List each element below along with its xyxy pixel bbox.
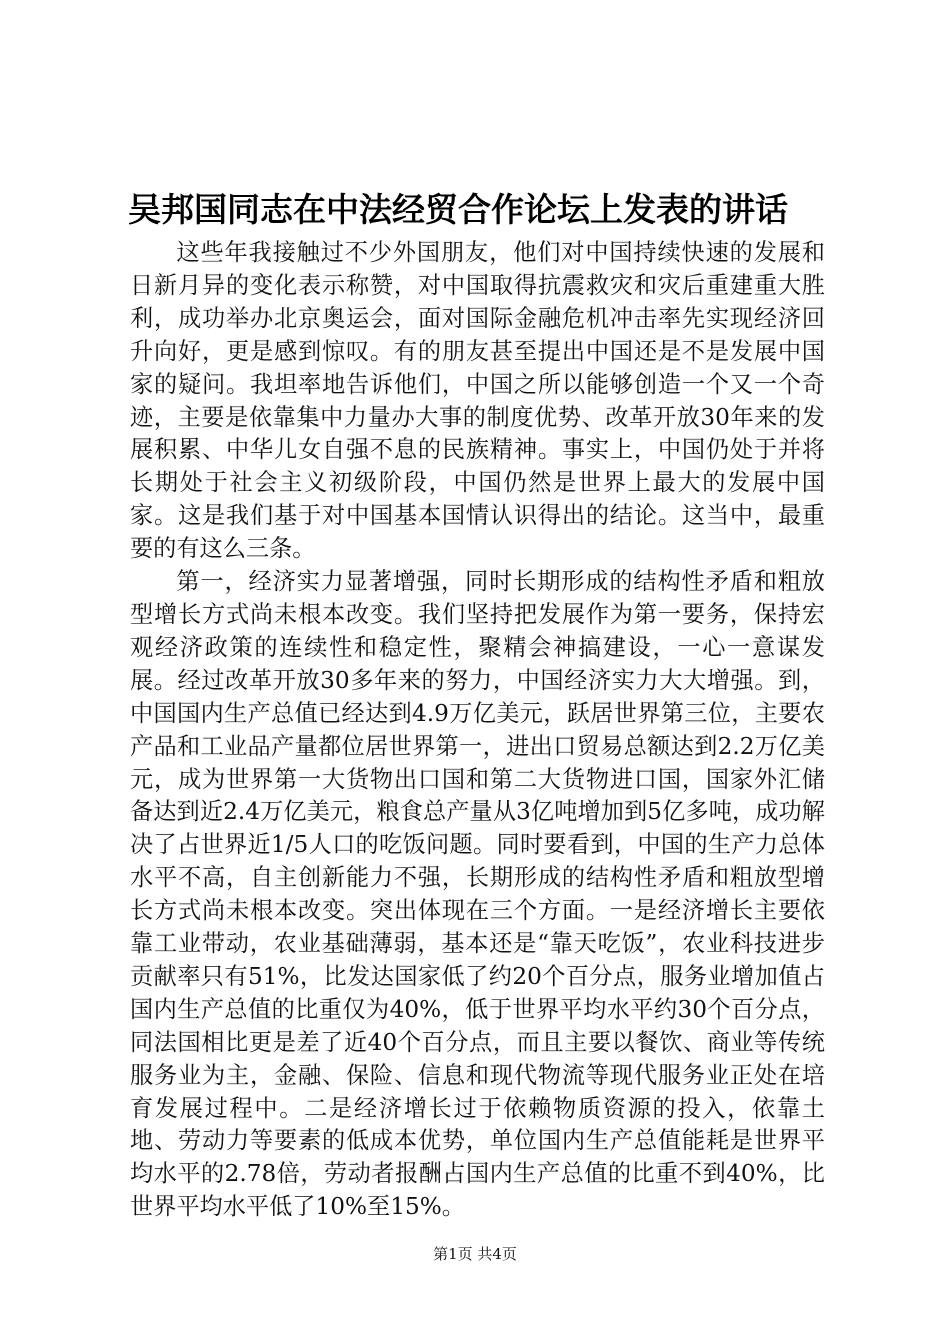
- page-number-footer: 第1页 共4页: [433, 1245, 517, 1263]
- document-title: 吴邦国同志在中法经贸合作论坛上发表的讲话: [128, 190, 788, 229]
- document-body: [130, 237, 825, 1224]
- paragraph-2: 第一，经济实力显著增强，同时长期形成的结构性矛盾和粗放型增长方式尚未根本改变。我们坚持把发展作为第一要务，保持宏观经济政策的连续性和稳定性，聚精会神搞建设，一心一意谋发展。经过改革开放30多年来的努力，中国经济实力大大增强。到，中国国内生产总值已经达到4.9万亿美元，跃居世界第三位，主要农产品和工业品产量都位居世界第一，进出口贸易总额达到2.2万亿美元，成为世界第一大货物出口国和第二大货物进口国，国家外汇储备达到近2.4万亿美元，粮食总产量从3亿吨增加到5亿多吨，成功解决了占世界近1/5人口的吃饭问题。同时要看到，中国的生产力总体水平不高，自主创新能力不强，长期形成的结构性矛盾和粗放型增长方式尚未根本改变。突出体现在三个方面。一是经济增长主要依靠工业带动，农业基础薄弱，基本还是“靠天吃饭”，农业科技进步贡献率只有51%，比发达国家低了约20个百分点，服务业增加值占国内生产总值的比重仅为40%，低于世界平均水平约30个百分点，同法国相比更是差了近40个百分点，而且主要以餐饮、商业等传统服务业为主，金融、保险、信息和现代物流等现代服务业正处在培育发展过程中。二是经济增长过于依赖物质资源的投入，依靠土地、劳动力等要素的低成本优势，单位国内生产总值能耗是世界平均水平的2.78倍，劳动者报酬占国内生产总值的比重不到40%，比世界平均水平低了10%至15%。: [130, 568, 825, 1221]
- paragraph-1: 这些年我接触过不少外国朋友，他们对中国持续快速的发展和日新月异的变化表示称赞，对中国取得抗震救灾和灾后重建重大胜利，成功举办北京奥运会，面对国际金融危机冲击率先实现经济回升向好，更是感到惊叹。有的朋友甚至提出中国还是不是发展中国家的疑问。我坦率地告诉他们，中国之所以能够创造一个又一个奇迹，主要是依靠集中力量办大事的制度优势、改革开放30年来的发展积累、中华儿女自强不息的民族精神。事实上，中国仍处于并将长期处于社会主义初级阶段，中国仍然是世界上最大的发展中国家。这是我们基于对中国基本国情认识得出的结论。这当中，最重要的有这么三条。: [130, 239, 825, 563]
